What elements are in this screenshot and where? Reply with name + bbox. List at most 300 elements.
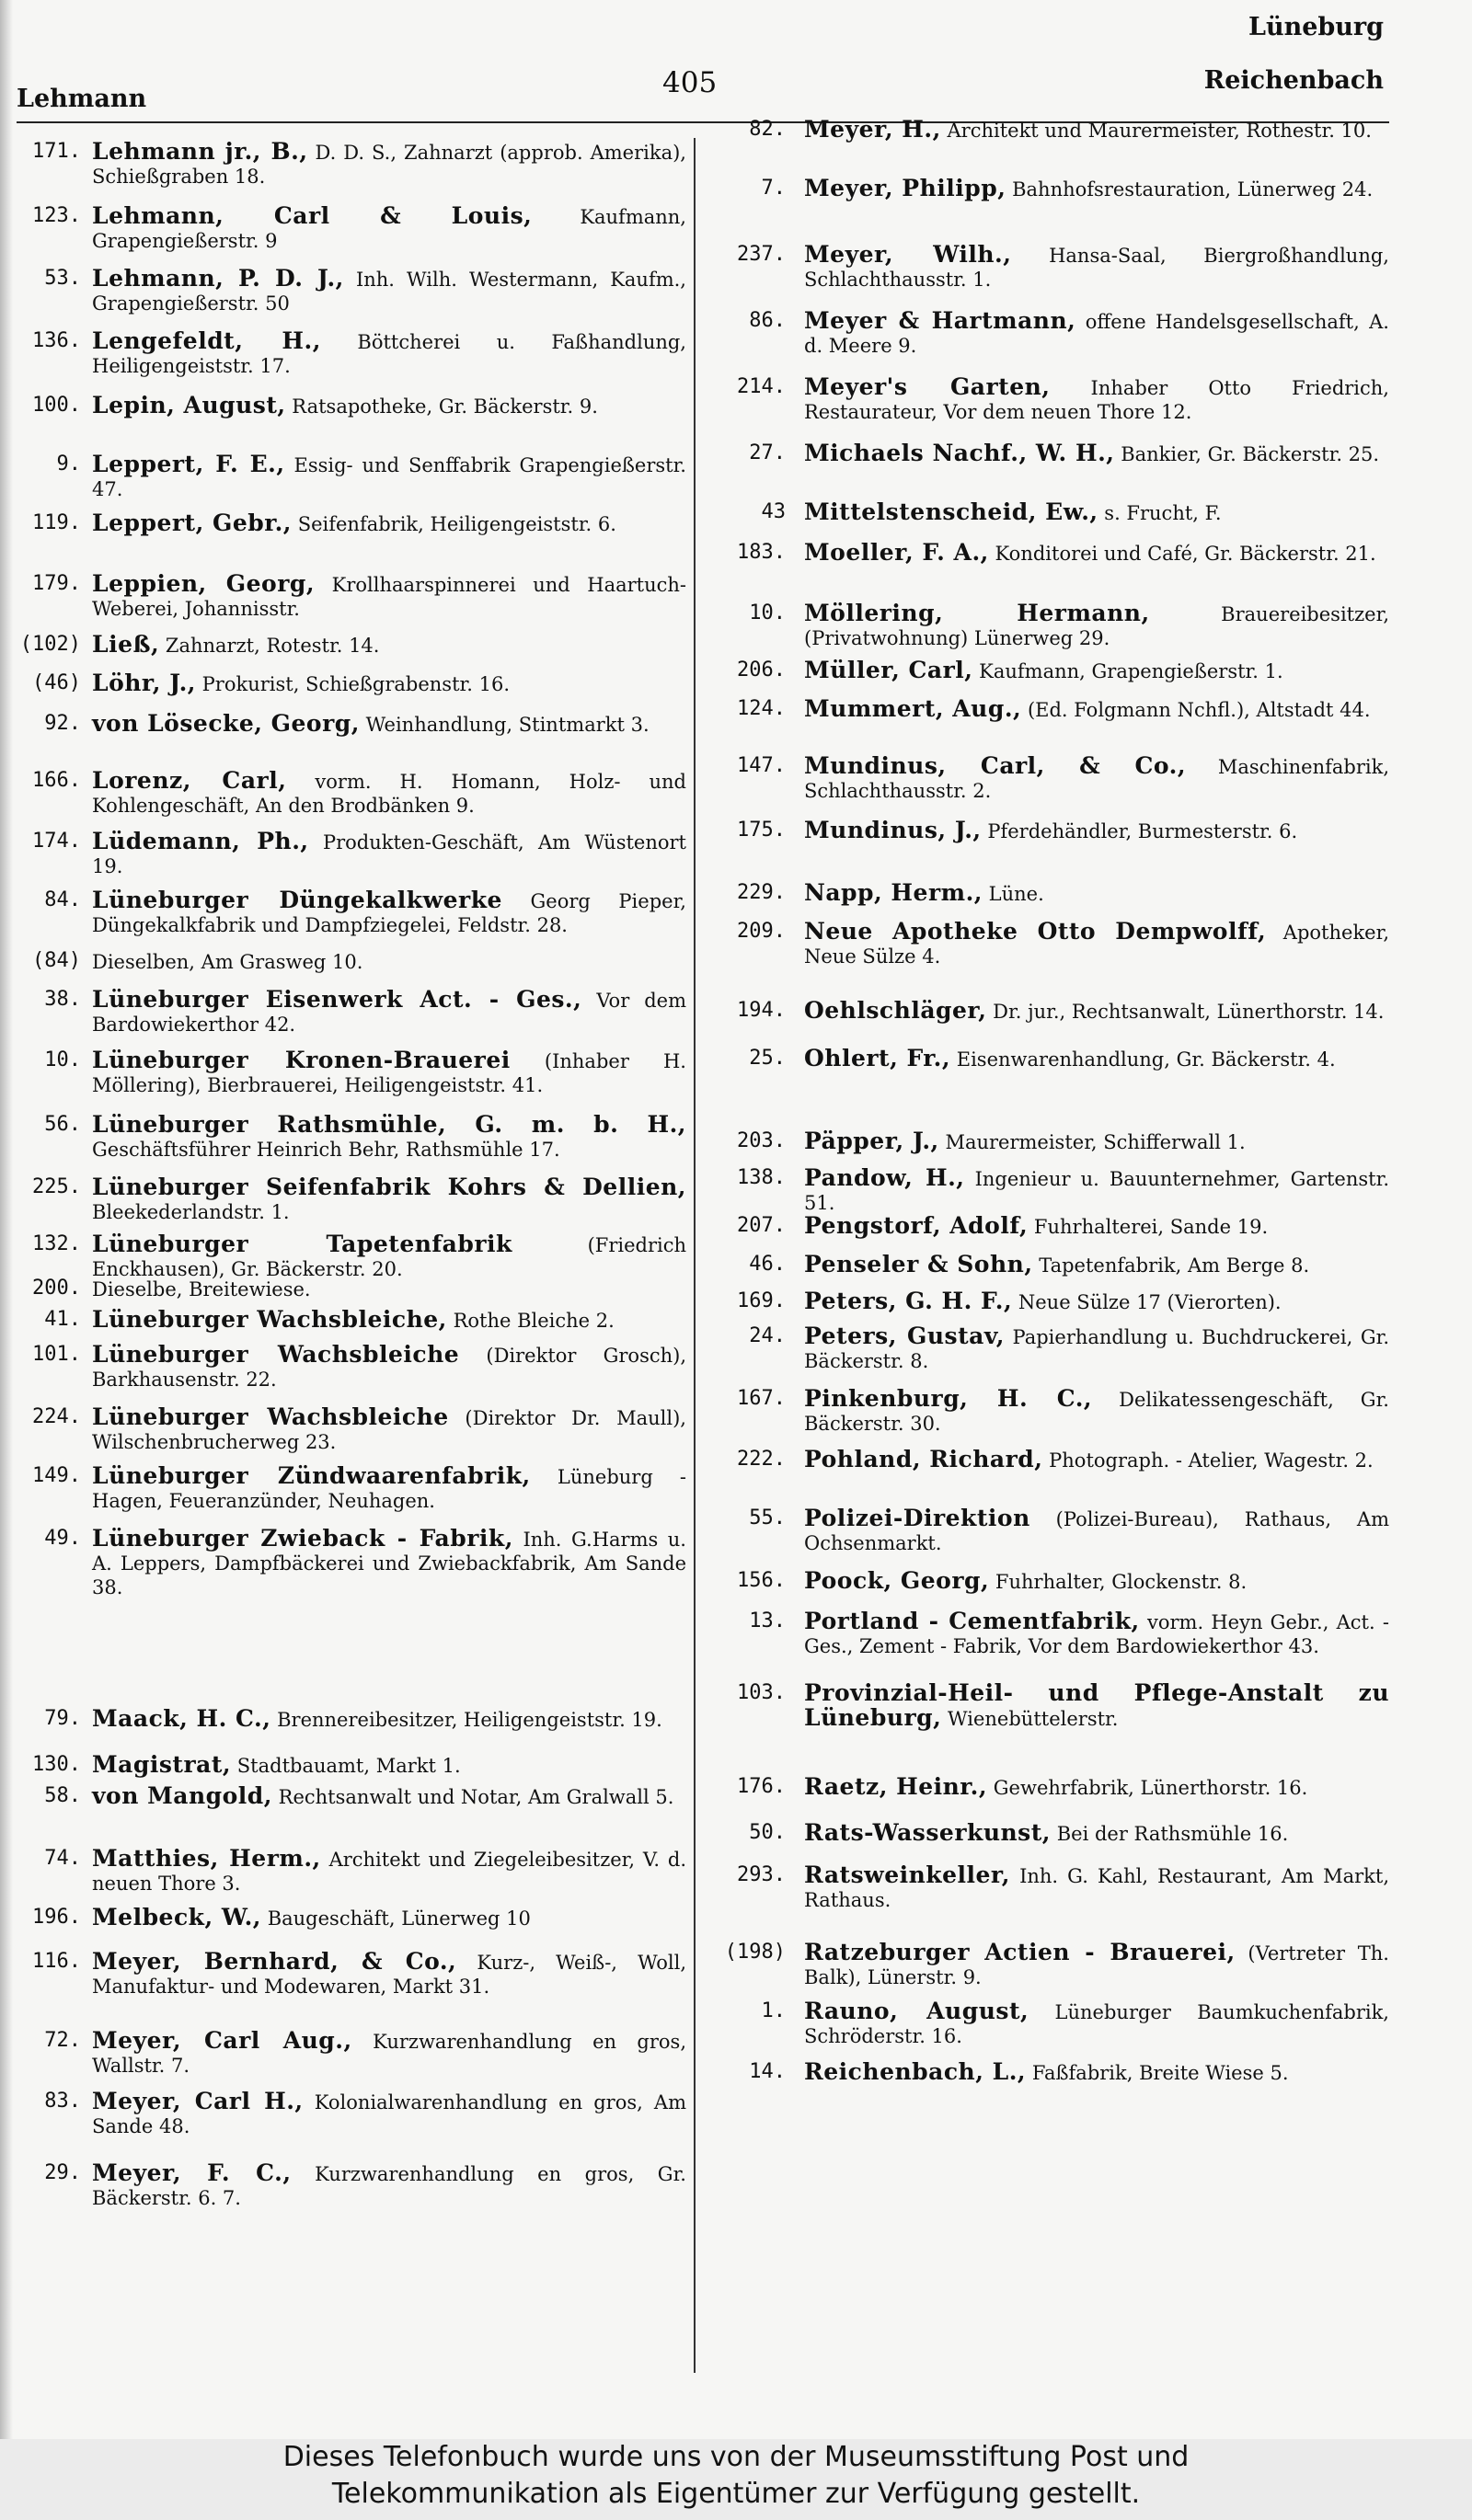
entry-text	[92, 671, 686, 696]
entry-phone-number: 116.	[32, 1950, 81, 1973]
directory-entry	[15, 949, 686, 974]
entry-name: Napp, Herm.,	[804, 879, 983, 906]
directory-entry	[723, 1775, 1389, 1800]
entry-phone-number: (102)	[19, 633, 81, 656]
entry-name: Lehmann, Carl & Louis,	[92, 202, 533, 229]
entry-name: Michaels Nachf., W. H.,	[804, 440, 1115, 466]
entry-name: Penseler & Sohn,	[804, 1251, 1033, 1277]
entry-text	[92, 712, 686, 737]
entry-text	[92, 204, 686, 253]
directory-entry	[15, 1277, 686, 1301]
entry-text	[804, 118, 1389, 143]
entry-text	[92, 633, 686, 658]
column-divider	[694, 138, 696, 2373]
directory-entry	[723, 441, 1389, 466]
entry-phone-number: 46.	[749, 1253, 786, 1276]
entry-text	[804, 2060, 1389, 2085]
entry-description: Brauereibesitzer, (Privatwohnung) Lünerweg 29.	[804, 603, 1389, 649]
directory-entry	[15, 511, 686, 536]
entry-name: Rauno, August,	[804, 1998, 1029, 2024]
entry-text	[92, 329, 686, 378]
entry-phone-number: 49.	[44, 1527, 81, 1550]
directory-entry	[15, 633, 686, 658]
entry-phone-number: 237.	[737, 243, 786, 266]
entry-name: Löhr, J.,	[92, 670, 196, 696]
entry-description: (Ed. Folgmann Nchfl.), Altstadt 44.	[1027, 699, 1371, 721]
entry-name: Lehmann, P. D. J.,	[92, 265, 344, 292]
entry-name: Mittelstenscheid, Ew.,	[804, 498, 1098, 525]
directory-entry	[15, 1906, 686, 1930]
entry-description: Pferdehändler, Burmesterstr. 6.	[987, 820, 1298, 842]
directory-entry	[723, 177, 1389, 201]
directory-entry	[723, 1214, 1389, 1239]
entry-description: Dieselben, Am Grasweg 10.	[92, 951, 363, 973]
entry-name: Provinzial-Heil- und Pflege-Anstalt zu Lüneburg,	[804, 1679, 1389, 1731]
entry-description: Stadtbauamt, Markt 1.	[236, 1755, 461, 1777]
directory-entry	[15, 204, 686, 253]
entry-name: Oehlschläger,	[804, 997, 987, 1024]
entry-name: von Mangold,	[92, 1782, 272, 1809]
directory-entry	[15, 988, 686, 1037]
directory-entry	[15, 1784, 686, 1809]
entry-text	[92, 1308, 686, 1333]
entry-description: (Friedrich Enckhausen), Gr. Bäckerstr. 20.	[92, 1234, 686, 1280]
entry-text	[804, 1941, 1389, 1989]
entry-text	[804, 999, 1389, 1024]
entry-phone-number: 229.	[737, 881, 786, 904]
entry-text	[92, 572, 686, 621]
entry-text	[804, 1129, 1389, 1154]
entry-text	[92, 511, 686, 536]
entry-description: Kolonialwarenhandlung en gros, Am Sande 48.	[92, 2091, 686, 2137]
entry-text	[804, 1821, 1389, 1846]
directory-entry	[15, 140, 686, 189]
entry-phone-number: 156.	[737, 1569, 786, 1592]
entry-description: Papierhandlung u. Buchdruckerei, Gr. Bäckerstr. 8.	[804, 1326, 1389, 1372]
entry-text	[804, 601, 1389, 650]
entry-description: Kaufmann, Grapengießerstr. 9	[92, 206, 686, 252]
directory-entry	[15, 888, 686, 937]
entry-phone-number: 56.	[44, 1113, 81, 1136]
entry-description: Baugeschäft, Lünerweg 10	[267, 1907, 531, 1930]
entry-text	[92, 1232, 686, 1281]
directory-entry	[723, 881, 1389, 906]
entry-name: Lüneburger Rathsmühle, G. m. b. H.,	[92, 1111, 686, 1138]
entry-description: Krollhaarspinnerei und Haartuch-Weberei, Johannisstr.	[92, 574, 686, 620]
entry-phone-number: 7.	[761, 177, 786, 200]
entry-name: Leppert, F. E.,	[92, 451, 285, 477]
entry-phone-number: 147.	[737, 754, 786, 777]
entry-text	[92, 1707, 686, 1732]
entry-phone-number: 175.	[737, 819, 786, 842]
directory-entry	[15, 394, 686, 418]
header-left-keyword: Lehmann	[17, 85, 147, 113]
entry-phone-number: 101.	[32, 1343, 81, 1366]
directory-entry	[15, 1464, 686, 1513]
entry-description: Eisenwarenhandlung, Gr. Bäckerstr. 4.	[956, 1048, 1336, 1071]
entry-name: von Lösecke, Georg,	[92, 710, 360, 737]
directory-entry	[723, 1129, 1389, 1154]
entry-text	[92, 1847, 686, 1896]
entry-phone-number: 214.	[737, 375, 786, 398]
directory-entry	[723, 375, 1389, 424]
directory-entry	[15, 1707, 686, 1732]
entry-phone-number: 38.	[44, 988, 81, 1011]
entry-text	[804, 1863, 1389, 1912]
entry-text	[92, 1405, 686, 1454]
entry-description: Weinhandlung, Stintmarkt 3.	[365, 714, 650, 736]
entry-name: Meyer, H.,	[804, 116, 941, 143]
entry-description: Lüneburg - Hagen, Feueranzünder, Neuhagen.	[92, 1466, 686, 1512]
entry-description: Geschäftsführer Heinrich Behr, Rathsmühle 17.	[92, 1139, 560, 1161]
entry-text	[804, 697, 1389, 722]
entry-name: Ohlert, Fr.,	[804, 1045, 951, 1071]
entry-name: Lüneburger Wachsbleiche,	[92, 1306, 447, 1333]
entry-name: Maack, H. C.,	[92, 1705, 271, 1732]
entry-description: Gewehrfabrik, Lünerthorstr. 16.	[993, 1777, 1308, 1799]
entry-description: Prokurist, Schießgrabenstr. 16.	[201, 673, 510, 695]
directory-entry	[723, 1289, 1389, 1314]
entry-text	[92, 140, 686, 189]
entry-text	[92, 1277, 686, 1301]
entry-description: Dieselbe, Breitewiese.	[92, 1278, 311, 1300]
directory-entry	[723, 1681, 1389, 1731]
page-edge-shadow	[0, 0, 13, 2439]
entry-name: Lüdemann, Ph.,	[92, 828, 309, 854]
entry-phone-number: 149.	[32, 1464, 81, 1487]
entry-description: Rothe Bleiche 2.	[453, 1310, 615, 1332]
directory-entry	[15, 1232, 686, 1281]
entry-text	[804, 1506, 1389, 1555]
entry-description: Delikatessengeschäft, Gr. Bäckerstr. 30.	[804, 1389, 1389, 1435]
entry-text	[92, 1113, 686, 1162]
entry-phone-number: 84.	[44, 888, 81, 911]
directory-entry	[723, 309, 1389, 358]
entry-text	[92, 2161, 686, 2210]
entry-name: Meyer, Bernhard, & Co.,	[92, 1948, 457, 1975]
entry-phone-number: 169.	[737, 1289, 786, 1312]
entry-phone-number: 222.	[737, 1448, 786, 1471]
entry-description: Photograph. - Atelier, Wagestr. 2.	[1049, 1449, 1374, 1472]
entry-phone-number: 209.	[737, 920, 786, 943]
entry-text	[804, 1289, 1389, 1314]
entry-description: Inhaber Otto Friedrich, Restaurateur, Vor dem neuen Thore 12.	[804, 377, 1389, 423]
entry-name: Möllering, Hermann,	[804, 600, 1150, 626]
entry-name: Polizei-Direktion	[804, 1505, 1030, 1531]
entry-description: Bei der Rathsmühle 16.	[1056, 1823, 1289, 1845]
entry-description: Ratsapotheke, Gr. Bäckerstr. 9.	[292, 395, 598, 418]
entry-description: (Inhaber H. Möllering), Bierbrauerei, Heiligengeiststr. 41.	[92, 1050, 686, 1096]
entry-text	[804, 1214, 1389, 1239]
entry-phone-number: 13.	[749, 1609, 786, 1632]
entry-description: Tapetenfabrik, Am Berge 8.	[1039, 1254, 1310, 1277]
entry-phone-number: 194.	[737, 999, 786, 1022]
entry-phone-number: 293.	[737, 1863, 786, 1886]
entry-text	[92, 830, 686, 878]
directory-entry	[15, 1527, 686, 1599]
entry-phone-number: 24.	[749, 1324, 786, 1347]
directory-entry	[723, 500, 1389, 525]
entry-phone-number: 27.	[749, 441, 786, 464]
entry-description: Ingenieur u. Bauunternehmer, Gartenstr. 51.	[804, 1168, 1389, 1214]
entry-text	[804, 500, 1389, 525]
entry-phone-number: 174.	[32, 830, 81, 853]
entry-name: Mundinus, J.,	[804, 817, 982, 843]
entry-description: Inh. G. Kahl, Restaurant, Am Markt, Rathaus.	[804, 1865, 1389, 1911]
entry-description: Kaufmann, Grapengießerstr. 1.	[979, 660, 1283, 682]
entry-description: Fuhrhalterei, Sande 19.	[1033, 1216, 1269, 1238]
entry-text	[92, 1175, 686, 1224]
entry-text	[804, 441, 1389, 466]
entry-description: Bahnhofsrestauration, Lünerweg 24.	[1012, 178, 1374, 200]
header-right-keyword: Reichenbach	[1203, 66, 1384, 95]
entry-name: Lüneburger Zündwaarenfabrik,	[92, 1462, 531, 1489]
entry-text	[804, 1324, 1389, 1373]
entry-text	[92, 949, 686, 974]
entry-phone-number: 14.	[749, 2060, 786, 2083]
directory-entry	[15, 1847, 686, 1896]
directory-entry	[15, 1308, 686, 1333]
directory-entry	[723, 1448, 1389, 1472]
entry-phone-number: 203.	[737, 1129, 786, 1152]
directory-entry	[723, 601, 1389, 650]
entry-text	[92, 888, 686, 937]
entry-phone-number: 119.	[32, 511, 81, 534]
entry-description: Georg Pieper, Düngekalkfabrik und Dampfziegelei, Feldstr. 28.	[92, 890, 686, 936]
entry-phone-number: 167.	[737, 1387, 786, 1410]
entry-phone-number: 10.	[44, 1048, 81, 1071]
entry-phone-number: 74.	[44, 1847, 81, 1870]
entry-text	[92, 452, 686, 501]
entry-description: Rechtsanwalt und Notar, Am Gralwall 5.	[278, 1786, 674, 1808]
entry-name: Moeller, F. A.,	[804, 539, 989, 566]
entry-description: s. Frucht, F.	[1104, 502, 1222, 524]
entry-description: vorm. H. Homann, Holz- und Kohlengeschäft, An den Brodbänken 9.	[92, 771, 686, 817]
entry-name: Lüneburger Zwieback - Fabrik,	[92, 1525, 513, 1552]
entry-name: Raetz, Heinr.,	[804, 1773, 988, 1800]
entry-name: Meyer, Carl Aug.,	[92, 2027, 352, 2054]
entry-phone-number: 138.	[737, 1166, 786, 1189]
entry-name: Lüneburger Düngekalkwerke	[92, 887, 502, 913]
entry-description: Fuhrhalter, Glockenstr. 8.	[995, 1571, 1248, 1593]
entry-name: Melbeck, W.,	[92, 1904, 262, 1930]
directory-entry	[723, 1999, 1389, 2048]
entry-phone-number: 55.	[749, 1506, 786, 1529]
entry-text	[804, 920, 1389, 968]
entry-phone-number: 166.	[32, 769, 81, 792]
entry-description: Zahnarzt, Rotestr. 14.	[165, 635, 380, 657]
page-number: 405	[662, 66, 718, 99]
directory-entry	[15, 671, 686, 696]
page-header	[0, 0, 1472, 120]
entry-text	[92, 1048, 686, 1097]
entry-description: Konditorei und Café, Gr. Bäckerstr. 21.	[995, 543, 1376, 565]
entry-phone-number: 200.	[32, 1277, 81, 1300]
entry-phone-number: 83.	[44, 2090, 81, 2113]
entry-name: Pohland, Richard,	[804, 1446, 1043, 1472]
entry-phone-number: 1.	[761, 1999, 786, 2022]
directory-entry	[15, 712, 686, 737]
directory-entry	[15, 1950, 686, 1999]
entry-name: Pandow, H.,	[804, 1164, 965, 1191]
entry-phone-number: 25.	[749, 1047, 786, 1070]
entry-text	[804, 1166, 1389, 1215]
directory-entry	[15, 1048, 686, 1097]
entry-text	[804, 1775, 1389, 1800]
entry-description: Brennereibesitzer, Heiligengeiststr. 19.	[277, 1709, 662, 1731]
entry-text	[804, 1681, 1389, 1731]
entry-phone-number: 171.	[32, 140, 81, 163]
header-city: Lüneburg	[1248, 13, 1384, 41]
directory-entry	[723, 2060, 1389, 2085]
entry-name: Meyer, F. C.,	[92, 2159, 292, 2186]
entry-phone-number: 130.	[32, 1753, 81, 1776]
entry-description: D. D. S., Zahnarzt (approb. Amerika), Schießgraben 18.	[92, 142, 686, 188]
entry-text	[92, 988, 686, 1037]
entry-text	[92, 394, 686, 418]
entry-name: Neue Apotheke Otto Dempwolff,	[804, 918, 1267, 945]
entry-text	[92, 1784, 686, 1809]
entry-description: (Direktor Grosch), Barkhausenstr. 22.	[92, 1345, 686, 1391]
entry-phone-number: 179.	[32, 572, 81, 595]
entry-phone-number: 9.	[56, 452, 81, 475]
directory-entry	[723, 999, 1389, 1024]
entry-name: Lüneburger Eisenwerk Act. - Ges.,	[92, 986, 582, 1013]
entry-description: Architekt und Maurermeister, Rothestr. 10.	[947, 120, 1372, 142]
entry-name: Reichenbach, L.,	[804, 2058, 1027, 2085]
entry-description: Essig- und Senffabrik Grapengießerstr. 47.	[92, 454, 686, 500]
entry-text	[804, 1569, 1389, 1594]
entry-phone-number: 50.	[749, 1821, 786, 1844]
entry-phone-number: 207.	[737, 1214, 786, 1237]
entry-description: Lüne.	[988, 883, 1044, 905]
entry-text	[92, 769, 686, 818]
entry-description: Maurermeister, Schifferwall 1.	[945, 1131, 1246, 1153]
entry-text	[92, 1753, 686, 1778]
directory-entry	[15, 452, 686, 501]
entry-phone-number: 43	[761, 500, 786, 523]
entry-name: Meyer, Wilh.,	[804, 241, 1012, 268]
entry-text	[804, 819, 1389, 843]
entry-text	[92, 1906, 686, 1930]
entry-phone-number: 82.	[749, 118, 786, 141]
directory-entry	[723, 754, 1389, 803]
entry-text	[804, 1448, 1389, 1472]
entry-description: Maschinenfabrik, Schlachthausstr. 2.	[804, 756, 1389, 802]
entry-description: Faßfabrik, Breite Wiese 5.	[1031, 2062, 1289, 2084]
directory-entry	[723, 1166, 1389, 1215]
entry-phone-number: 92.	[44, 712, 81, 735]
entry-name: Päpper, J.,	[804, 1128, 939, 1154]
entry-name: Lorenz, Carl,	[92, 767, 287, 794]
entry-name: Poock, Georg,	[804, 1567, 990, 1594]
entry-description: Produkten-Geschäft, Am Wüstenort 19.	[92, 831, 686, 877]
directory-entry	[15, 1113, 686, 1162]
entry-phone-number: 79.	[44, 1707, 81, 1730]
directory-entry	[723, 819, 1389, 843]
entry-text	[92, 2090, 686, 2138]
entry-name: Ließ,	[92, 631, 160, 658]
entry-phone-number: 183.	[737, 541, 786, 564]
directory-entry	[723, 1941, 1389, 1989]
entry-description: (Direktor Dr. Maull), Wilschenbrucherweg 23.	[92, 1407, 686, 1453]
directory-entry	[15, 2090, 686, 2138]
entry-text	[804, 541, 1389, 566]
entry-name: Rats-Wasserkunst,	[804, 1819, 1052, 1846]
directory-entry	[723, 1569, 1389, 1594]
entry-description: (Vertreter Th. Balk), Lünerstr. 9.	[804, 1942, 1389, 1988]
directory-entry	[723, 1821, 1389, 1846]
entry-description: offene Handelsgesellschaft, A. d. Meere 9.	[804, 311, 1389, 357]
entry-phone-number: 58.	[44, 1784, 81, 1807]
entry-description: Vor dem Bardowiekerthor 42.	[92, 990, 686, 1036]
entry-text	[804, 243, 1389, 292]
entry-text	[804, 309, 1389, 358]
entry-name: Lehmann jr., B.,	[92, 138, 308, 165]
entry-phone-number: 29.	[44, 2161, 81, 2184]
entry-phone-number: 132.	[32, 1232, 81, 1255]
footer-line-2: Telekommunikation als Eigentümer zur Verfügung gestellt.	[331, 2478, 1141, 2510]
directory-entry	[15, 830, 686, 878]
entry-text	[804, 1609, 1389, 1658]
entry-text	[804, 881, 1389, 906]
entry-description: Neue Sülze 17 (Vierorten).	[1018, 1291, 1282, 1313]
entry-phone-number: 100.	[32, 394, 81, 417]
entry-phone-number: 123.	[32, 204, 81, 227]
entry-description: Bankier, Gr. Bäckerstr. 25.	[1121, 443, 1380, 465]
entry-text	[92, 267, 686, 315]
entry-name: Matthies, Herm.,	[92, 1845, 321, 1872]
entry-phone-number: 224.	[32, 1405, 81, 1428]
entry-description: Inh. Wilh. Westermann, Kaufm., Grapengießerstr. 50	[92, 269, 686, 315]
entry-phone-number: 225.	[32, 1175, 81, 1198]
entry-name: Meyer, Carl H.,	[92, 2088, 304, 2114]
entry-description: Kurzwarenhandlung en gros, Gr. Bäckerstr. 6. 7.	[92, 2163, 686, 2209]
directory-entry	[15, 1343, 686, 1392]
entry-text	[804, 1253, 1389, 1277]
entry-description: Hansa-Saal, Biergroßhandlung, Schlachthausstr. 1.	[804, 245, 1389, 291]
entry-description: Architekt und Ziegeleibesitzer, V. d. neuen Thore 3.	[92, 1849, 687, 1895]
entry-phone-number: 10.	[749, 601, 786, 624]
entry-description: Inh. G.Harms u. A. Leppers, Dampfbäckerei und Zwiebackfabrik, Am Sande 38.	[92, 1529, 686, 1598]
entry-name: Lüneburger Wachsbleiche	[92, 1341, 460, 1368]
directory-entry	[723, 1863, 1389, 1912]
directory-entry	[723, 1609, 1389, 1658]
entry-name: Meyer, Philipp,	[804, 175, 1006, 201]
entry-text	[804, 659, 1389, 683]
entry-name: Ratzeburger Actien - Brauerei,	[804, 1939, 1236, 1965]
entry-description: Lüneburger Baumkuchenfabrik, Schröderstr. 16.	[804, 2001, 1389, 2047]
directory-entry	[15, 267, 686, 315]
entry-description: Wienebüttelerstr.	[948, 1708, 1119, 1730]
entry-text	[92, 1527, 686, 1599]
entry-text	[92, 1950, 686, 1999]
footer-notice	[0, 2439, 1472, 2520]
entry-text	[804, 1387, 1389, 1436]
entry-phone-number: (198)	[724, 1941, 786, 1964]
entry-description: Bleekederlandstr. 1.	[92, 1201, 290, 1223]
directory-entry	[723, 1253, 1389, 1277]
directory-entry	[723, 697, 1389, 722]
entry-phone-number: 53.	[44, 267, 81, 290]
entry-name: Magistrat,	[92, 1751, 232, 1778]
entry-name: Leppert, Gebr.,	[92, 510, 292, 536]
directory-entry	[15, 769, 686, 818]
entry-name: Pengstorf, Adolf,	[804, 1212, 1029, 1239]
directory-entry	[15, 572, 686, 621]
entry-name: Ratsweinkeller,	[804, 1861, 1010, 1888]
directory-entry	[15, 1175, 686, 1224]
